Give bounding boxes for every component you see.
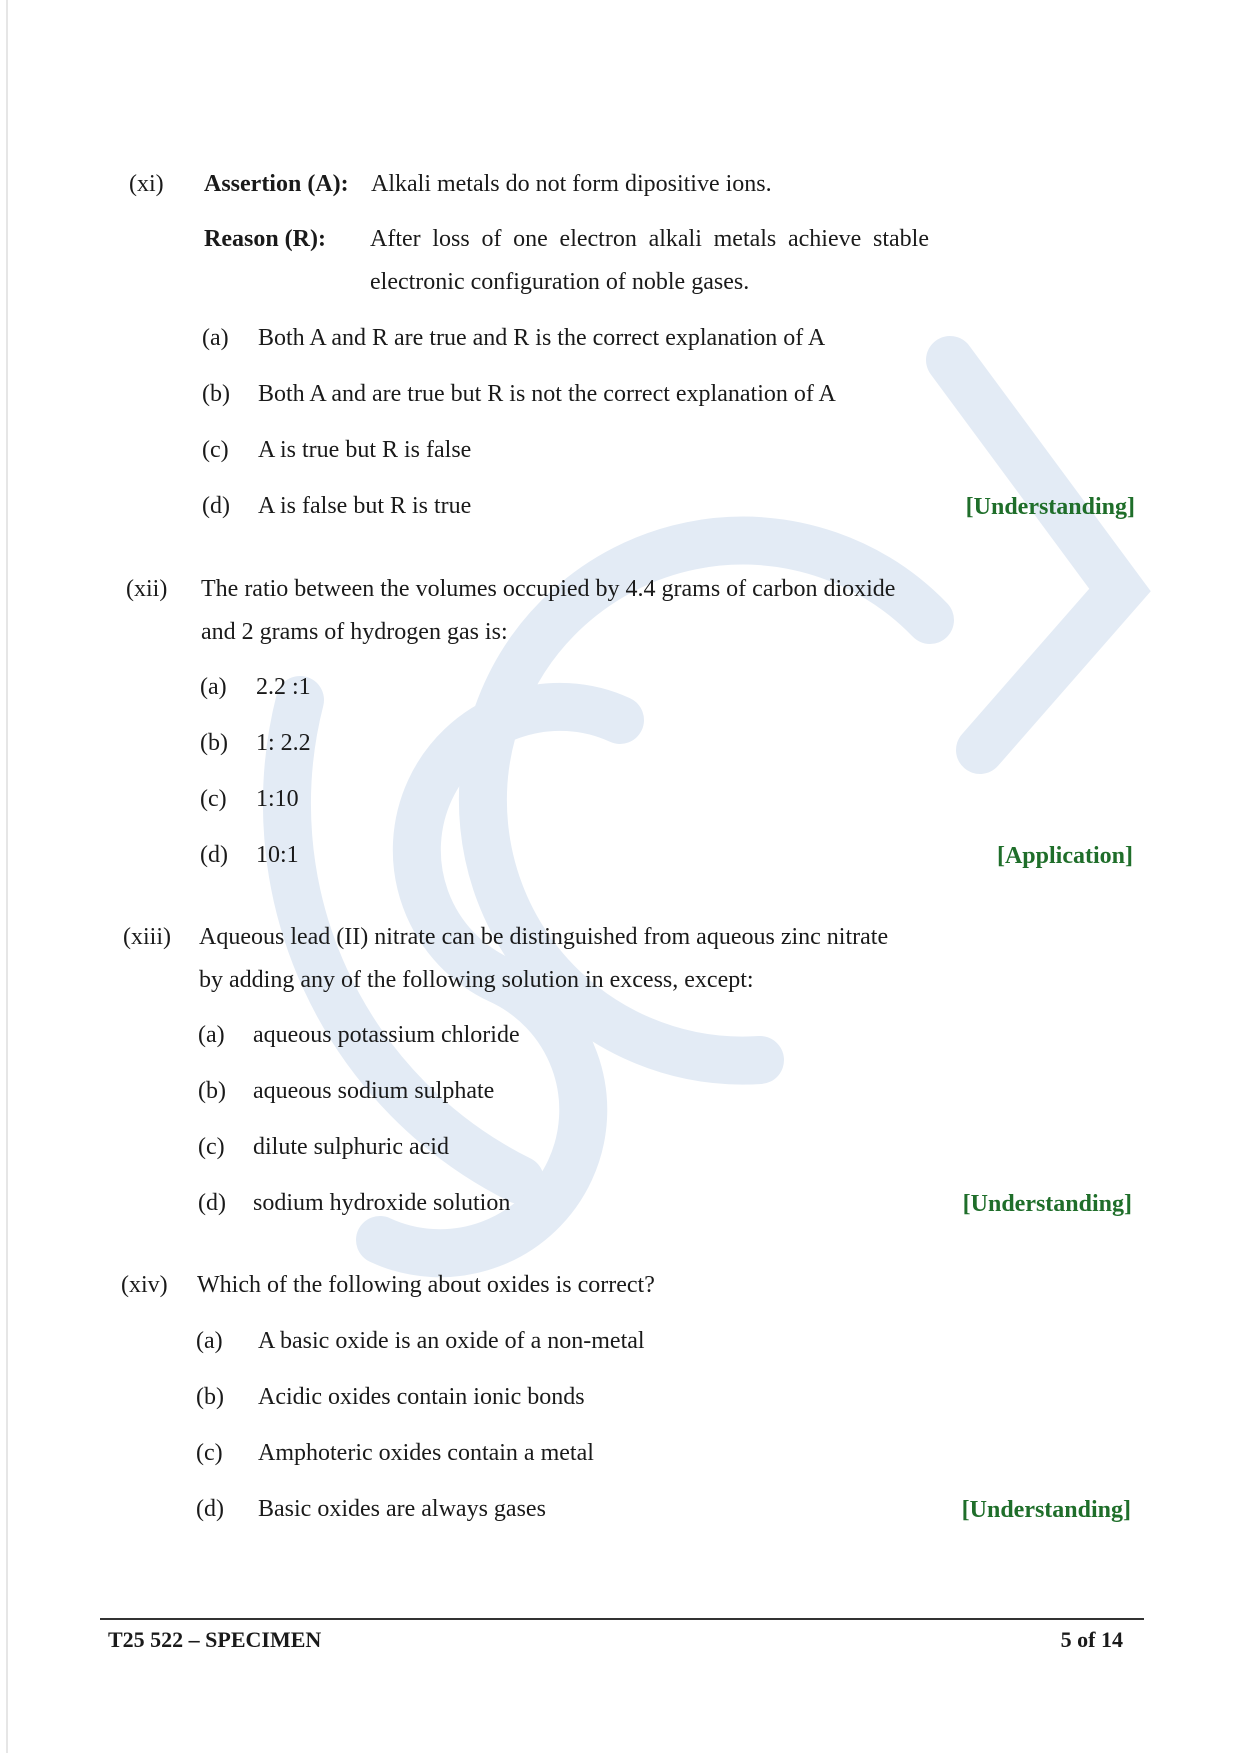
option-text: 1: 2.2: [256, 730, 311, 756]
option-text: A is false but R is true: [258, 493, 472, 519]
footer-divider: [100, 1618, 1144, 1620]
option-key: (c): [200, 786, 227, 812]
question-text-line2: by adding any of the following solution in excess, except:: [199, 967, 754, 993]
option-key: (a): [198, 1022, 225, 1048]
cognitive-level-tag: [Understanding]: [962, 1191, 1132, 1217]
option-key: (b): [198, 1078, 226, 1104]
option-key: (b): [196, 1384, 224, 1410]
question-number-xi: (xi): [129, 171, 164, 197]
option-key: (c): [202, 437, 229, 463]
question-text-line1: Aqueous lead (II) nitrate can be distinguished from aqueous zinc nitrate: [199, 924, 889, 950]
question-number-xiii: (xiii): [123, 924, 171, 950]
option-key: (c): [196, 1440, 223, 1466]
reason-label: Reason (R):: [204, 226, 326, 252]
option-text: aqueous sodium sulphate: [253, 1078, 495, 1104]
option-text: 2.2 :1: [256, 674, 311, 700]
assertion-text: Alkali metals do not form dipositive ions.: [371, 171, 772, 197]
option-text: Both A and are true but R is not the correct explanation of A: [258, 381, 836, 407]
option-text: Amphoteric oxides contain a metal: [258, 1440, 594, 1466]
cognitive-level-tag: [Understanding]: [965, 494, 1135, 520]
option-text: aqueous potassium chloride: [253, 1022, 520, 1048]
option-text: 10:1: [256, 842, 299, 868]
option-text: Basic oxides are always gases: [258, 1496, 546, 1522]
footer-page-number: 5 of 14: [1060, 1627, 1123, 1652]
question-number-xii: (xii): [126, 576, 168, 602]
question-text-line1: Which of the following about oxides is correct?: [197, 1272, 655, 1298]
option-text: Both A and R are true and R is the correct explanation of A: [258, 325, 826, 351]
reason-text-line2: electronic configuration of noble gases.: [370, 269, 750, 295]
option-text: A basic oxide is an oxide of a non-metal: [258, 1328, 645, 1354]
option-key: (d): [198, 1190, 226, 1216]
reason-text-line1: After loss of one electron alkali metals achieve stable: [370, 226, 929, 252]
question-number-xiv: (xiv): [121, 1272, 168, 1298]
option-key: (d): [196, 1496, 224, 1522]
option-key: (d): [202, 493, 230, 519]
question-text-line2: and 2 grams of hydrogen gas is:: [201, 619, 508, 645]
option-key: (b): [202, 381, 230, 407]
option-text: Acidic oxides contain ionic bonds: [258, 1384, 585, 1410]
option-text: dilute sulphuric acid: [253, 1134, 449, 1160]
cognitive-level-tag: [Understanding]: [961, 1497, 1131, 1523]
footer-paper-code: T25 522 – SPECIMEN: [108, 1627, 322, 1652]
cognitive-level-tag: [Application]: [996, 843, 1133, 869]
option-key: (d): [200, 842, 228, 868]
option-key: (a): [196, 1328, 223, 1354]
option-key: (b): [200, 730, 228, 756]
question-text-line1: The ratio between the volumes occupied by 4.4 grams of carbon dioxide: [201, 576, 896, 602]
option-key: (a): [202, 325, 229, 351]
option-text: 1:10: [256, 786, 299, 812]
assertion-label: Assertion (A):: [204, 171, 349, 197]
option-text: A is true but R is false: [258, 437, 472, 463]
page-edge: [6, 0, 8, 1753]
option-key: (c): [198, 1134, 225, 1160]
option-text: sodium hydroxide solution: [253, 1190, 511, 1216]
option-key: (a): [200, 674, 227, 700]
